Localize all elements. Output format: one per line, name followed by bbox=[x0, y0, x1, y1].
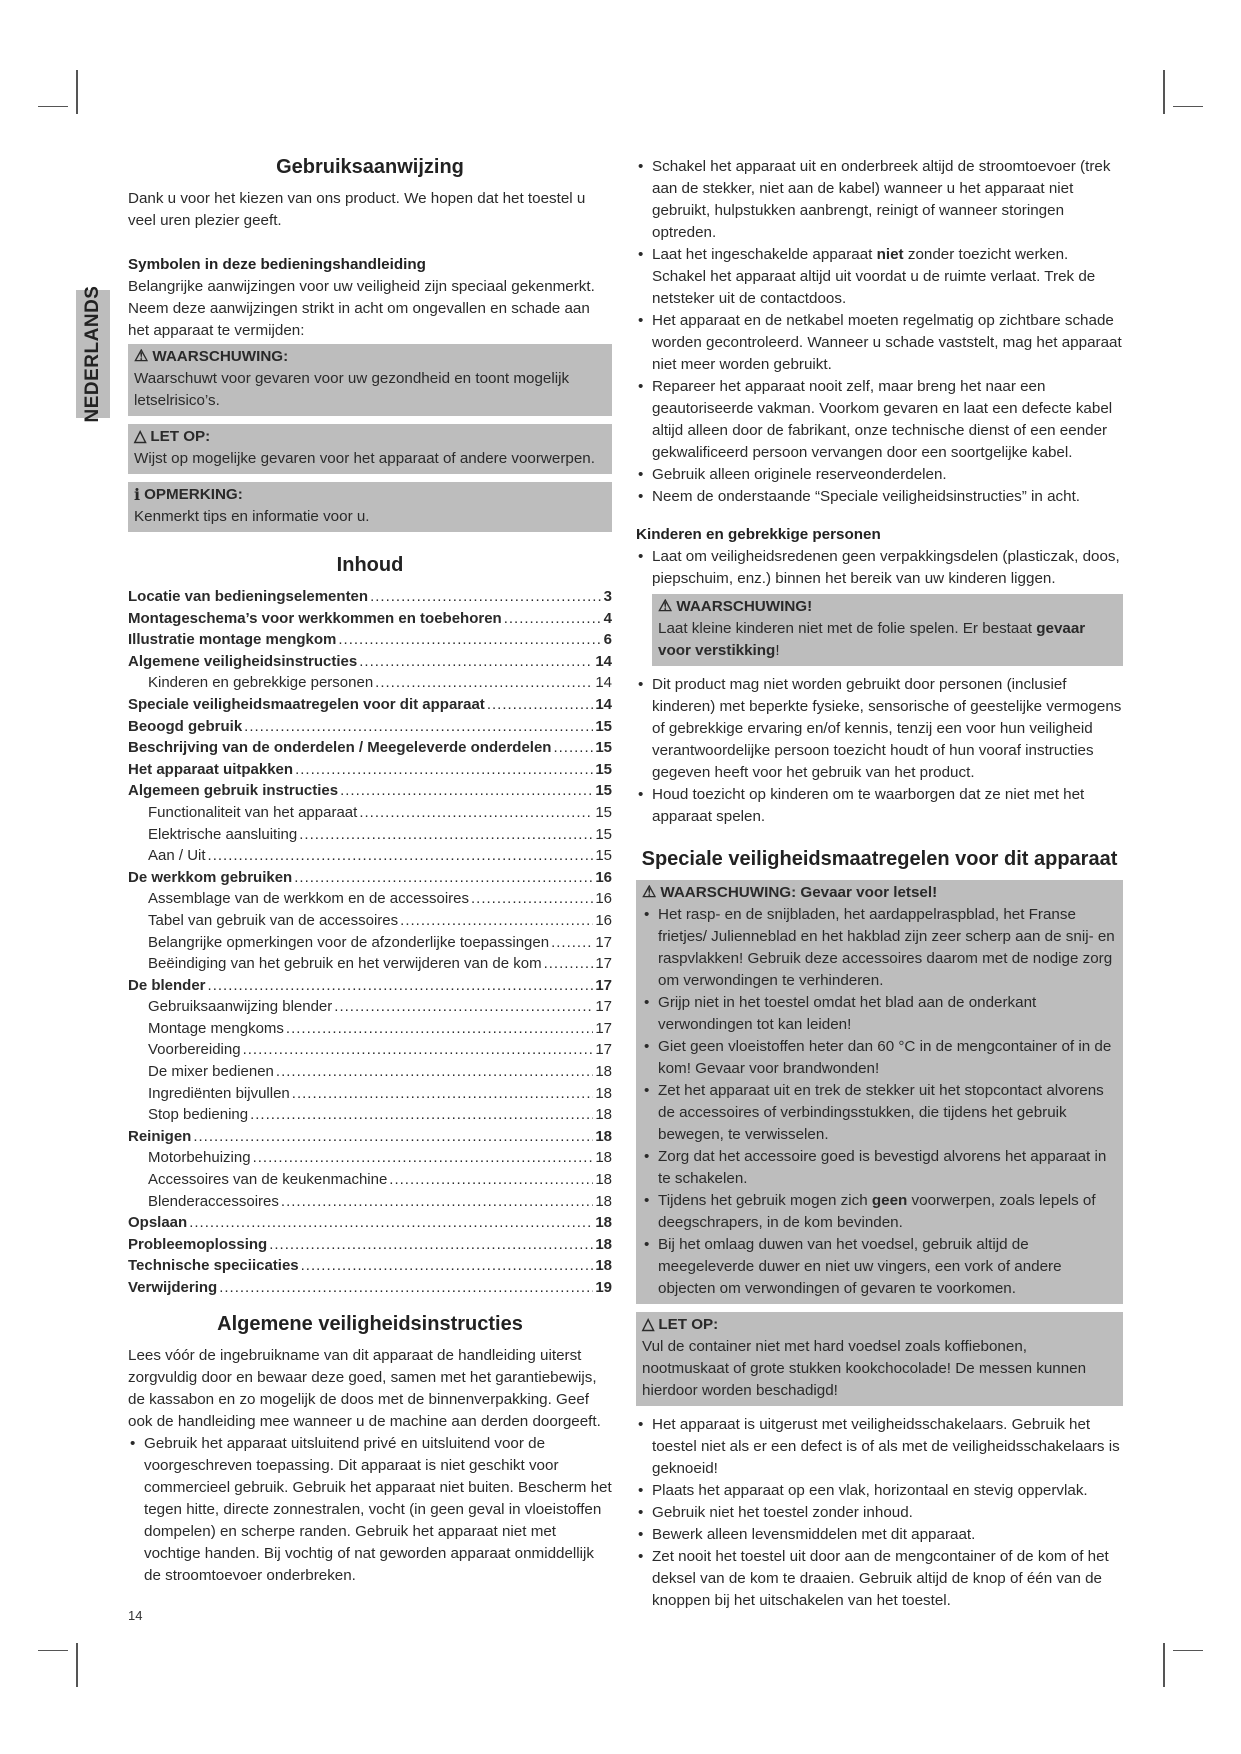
toc-entry-page: 15 bbox=[595, 739, 612, 757]
toc-entry bbox=[128, 867, 612, 889]
toc-entry bbox=[128, 1169, 612, 1191]
toc-leader-dots bbox=[301, 1255, 594, 1277]
toc-leader-dots bbox=[359, 802, 593, 824]
toc-entry bbox=[128, 759, 612, 781]
toc-entry-page: 18 bbox=[595, 1257, 612, 1275]
special-safety-title: Speciale veiligheidsmaatregelen voor dit apparaat bbox=[641, 848, 1118, 870]
note-text: Kenmerkt tips en informatie voor u. bbox=[134, 508, 370, 525]
list-item: • Bewerk alleen levensmiddelen met dit apparaat. bbox=[636, 1524, 1123, 1546]
toc-entry-page: 16 bbox=[595, 911, 612, 929]
crop-mark bbox=[38, 106, 68, 107]
toc-entry-page: 15 bbox=[595, 825, 612, 843]
warning-triangle-icon: ⚠ bbox=[642, 884, 657, 901]
toc-entry-page: 4 bbox=[603, 609, 612, 627]
toc-leader-dots bbox=[338, 629, 601, 651]
toc-entry-title: Voorbereiding bbox=[148, 1041, 241, 1059]
caution-box bbox=[128, 424, 612, 474]
caution-triangle-icon: △ bbox=[134, 428, 147, 445]
toc-leader-dots bbox=[294, 867, 593, 889]
toc-entry bbox=[128, 608, 612, 630]
toc-entry bbox=[128, 975, 612, 997]
list-item: • Het apparaat is uitgerust met veiligheidsschakelaars. Gebruik het toestel niet als er een defect is of als met de veiligheidsschakelaars is geknoeid! bbox=[636, 1414, 1123, 1480]
list-item: • Dit product mag niet worden gebruikt door personen (inclusief kinderen) met beperkte fysieke, sensorische of geestelijke vermogens of gebrekkige ervaring en/of kennis, tenzij een voor hun veiligheid verantwoordelijke persoon toezicht houdt of hun vooraf instructies gegeven heeft voor het gebruik van het product. bbox=[636, 674, 1123, 784]
toc-entry-page: 19 bbox=[595, 1279, 612, 1296]
toc-leader-dots bbox=[370, 586, 602, 608]
toc-leader-dots bbox=[340, 780, 593, 802]
toc-entry-page: 17 bbox=[595, 998, 612, 1016]
toc-entry bbox=[128, 996, 612, 1018]
toc-leader-dots bbox=[281, 1191, 593, 1213]
toc-entry-title: Verwijdering bbox=[128, 1279, 218, 1296]
toc-entry-title: De werkkom gebruiken bbox=[128, 868, 293, 886]
toc-entry-title: Opslaan bbox=[128, 1214, 188, 1232]
toc-entry bbox=[128, 802, 612, 824]
list-item: • Neem de onderstaande “Speciale veiligheidsinstructies” in acht. bbox=[636, 486, 1123, 508]
toc-entry-title: Reinigen bbox=[128, 1127, 192, 1145]
special-warning-box bbox=[636, 880, 1123, 1304]
toc-leader-dots bbox=[544, 953, 594, 975]
toc-entry bbox=[128, 932, 612, 954]
general-safety-list-continued bbox=[636, 156, 1123, 508]
toc-entry bbox=[128, 694, 612, 716]
list-item: • Grijp niet in het toestel omdat het blad aan de onderkant verwondingen tot kan leiden! bbox=[642, 992, 1117, 1036]
toc-leader-dots bbox=[553, 737, 593, 759]
toc-leader-dots bbox=[208, 975, 594, 997]
toc-entry-page: 17 bbox=[595, 955, 612, 973]
toc-entry-title: Het apparaat uitpakken bbox=[128, 760, 294, 778]
toc-entry-page: 17 bbox=[595, 933, 612, 951]
toc-entry bbox=[128, 1234, 612, 1256]
toc-entry-page: 18 bbox=[595, 1214, 612, 1232]
toc-entry bbox=[128, 672, 612, 694]
warning-title: WAARSCHUWING: bbox=[152, 348, 289, 365]
toc-entry bbox=[128, 1083, 612, 1105]
toc-leader-dots bbox=[359, 651, 593, 673]
toc-entry-page: 15 bbox=[595, 717, 612, 735]
caution-text: Wijst op mogelijke gevaren voor het apparaat of andere voorwerpen. bbox=[134, 450, 595, 467]
toc-leader-dots bbox=[400, 910, 593, 932]
toc-entry-page: 3 bbox=[603, 588, 612, 605]
toc-entry-title: Beoogd gebruik bbox=[128, 717, 243, 735]
toc-leader-dots bbox=[269, 1234, 593, 1256]
children-list-continued bbox=[636, 674, 1123, 828]
toc-title: Inhoud bbox=[336, 554, 404, 576]
warning-triangle-icon: ⚠ bbox=[134, 348, 149, 365]
special-warning-list bbox=[642, 904, 1117, 1300]
toc-entry-title: Algemeen gebruik instructies bbox=[128, 782, 339, 800]
toc-entry bbox=[128, 651, 612, 673]
toc-entry-title: Probleemoplossing bbox=[128, 1235, 268, 1253]
toc-entry bbox=[128, 1126, 612, 1148]
list-item: • Giet geen vloeistoffen heter dan 60 °C in de mengcontainer of in de kom! Gevaar voor brandwonden! bbox=[642, 1036, 1117, 1080]
toc-entry bbox=[128, 1191, 612, 1213]
manual-title: Gebruiksaanwijzing bbox=[276, 156, 464, 178]
toc-leader-dots bbox=[244, 716, 593, 738]
toc-entry bbox=[128, 1147, 612, 1169]
toc-entry-page: 18 bbox=[595, 1084, 612, 1102]
right-column bbox=[636, 156, 1123, 1612]
children-warning-text: Laat kleine kinderen niet met de folie spelen. Er bestaat gevaar voor verstikking! bbox=[658, 620, 1086, 659]
special-caution-text: Vul de container niet met hard voedsel zoals koffiebonen, nootmuskaat of grote stukken kookchocolade! De messen kunnen hierdoor worden beschadigd! bbox=[642, 1338, 1087, 1399]
toc-entry-title: Kinderen en gebrekkige personen bbox=[148, 674, 374, 692]
crop-mark bbox=[38, 1650, 68, 1651]
toc-leader-dots bbox=[389, 1169, 593, 1191]
list-item: • Gebruik niet het toestel zonder inhoud. bbox=[636, 1502, 1123, 1524]
general-safety-title: Algemene veiligheidsinstructies bbox=[217, 1312, 523, 1335]
toc-entry-page: 17 bbox=[595, 1041, 612, 1059]
special-caution-box bbox=[636, 1312, 1123, 1406]
toc-leader-dots bbox=[334, 996, 593, 1018]
symbols-heading: Symbolen in deze bedieningshandleiding bbox=[128, 256, 426, 273]
toc-entry-title: Speciale veiligheidsmaatregelen voor dit apparaat bbox=[128, 695, 485, 713]
toc-entry bbox=[128, 824, 612, 846]
toc-entry-title: De blender bbox=[128, 976, 206, 994]
toc-entry-title: Beëindiging van het gebruik en het verwijderen van de kom bbox=[148, 955, 542, 973]
list-item: • Zorg dat het accessoire goed is bevestigd alvorens het apparaat in te schakelen. bbox=[642, 1146, 1117, 1190]
toc-entry bbox=[128, 1104, 612, 1126]
note-title: OPMERKING: bbox=[144, 486, 243, 503]
children-heading: Kinderen en gebrekkige personen bbox=[636, 526, 881, 543]
list-item: • Schakel het apparaat uit en onderbreek altijd de stroomtoevoer (trek aan de stekker, niet aan de kabel) wanneer u het apparaat niet gebruikt, hulpstukken aanbrengt, reinigt of wanneer storingen optreden. bbox=[636, 156, 1123, 244]
toc-entry-title: Stop bediening bbox=[148, 1106, 249, 1124]
toc-entry-title: Motorbehuizing bbox=[148, 1149, 251, 1167]
toc-entry-title: Accessoires van de keukenmachine bbox=[148, 1171, 388, 1189]
toc-entry bbox=[128, 716, 612, 738]
toc-entry bbox=[128, 910, 612, 932]
list-item: • Zet het apparaat uit en trek de stekker uit het stopcontact alvorens de accessoires of verbindingsstukken, die tijdens het gebruik bewegen, te verwisselen. bbox=[642, 1080, 1117, 1146]
toc-leader-dots bbox=[551, 932, 593, 954]
special-list bbox=[636, 1414, 1123, 1612]
toc-leader-dots bbox=[253, 1147, 594, 1169]
toc-entry-page: 14 bbox=[595, 695, 612, 713]
children-list bbox=[636, 546, 1123, 590]
list-item: • Laat om veiligheidsredenen geen verpakkingsdelen (plasticzak, doos, piepschuim, enz.) binnen het bereik van uw kinderen liggen. bbox=[636, 546, 1123, 590]
general-safety-text: Lees vóór de ingebruikname van dit apparaat de handleiding uiterst zorgvuldig door en bewaar deze goed, samen met het garantiebewijs, de kassabon en zo mogelijk de doos met de binnenverpakking. Geef ook de handleiding mee wanneer u de machine aan derden doorgeeft. bbox=[128, 1346, 601, 1430]
toc-entry-page: 18 bbox=[595, 1235, 612, 1253]
crop-mark bbox=[1173, 1650, 1203, 1651]
toc-entry-page: 18 bbox=[595, 1063, 612, 1081]
toc-entry bbox=[128, 1255, 612, 1277]
toc-leader-dots bbox=[504, 608, 602, 630]
toc-leader-dots bbox=[189, 1212, 593, 1234]
table-of-contents bbox=[128, 586, 612, 1299]
toc-entry-page: 18 bbox=[595, 1192, 612, 1210]
toc-entry-title: Functionaliteit van het apparaat bbox=[148, 803, 358, 821]
list-item: • Tijdens het gebruik mogen zich geen voorwerpen, zoals lepels of deegschrapers, in de kom bevinden. bbox=[642, 1190, 1117, 1234]
toc-entry-page: 15 bbox=[595, 847, 612, 865]
list-item: • Zet nooit het toestel uit door aan de mengcontainer of de kom of het deksel van de kom te draaien. Gebruik altijd de knop of één van de knoppen bij het uitschakelen van het toestel. bbox=[636, 1546, 1123, 1612]
toc-entry bbox=[128, 953, 612, 975]
list-item: • Gebruik het apparaat uitsluitend privé en uitsluitend voor de voorgeschreven toepassing. Dit apparaat is niet geschikt voor commercieel gebruik. Gebruik het apparaat niet buiten. Bescherm het tegen hitte, directe zonnestralen, vocht (in geen geval in vloeistoffen dompelen) en scherpe randen. Gebruik het apparaat niet met vochtige handen. Bij vochtig of nat geworden apparaat onmiddellijk de stroomtoevoer onderbreken. bbox=[128, 1433, 612, 1587]
special-warning-title: WAARSCHUWING: Gevaar voor letsel! bbox=[660, 884, 938, 901]
toc-entry-title: Illustratie montage mengkom bbox=[128, 631, 337, 649]
crop-mark bbox=[1163, 70, 1165, 114]
crop-mark bbox=[76, 70, 78, 114]
language-side-tab bbox=[76, 285, 110, 423]
toc-entry bbox=[128, 1039, 612, 1061]
symbols-text: Belangrijke aanwijzingen voor uw veiligheid zijn speciaal gekenmerkt. Neem deze aanwijzingen strikt in acht om ongevallen en schade aan het apparaat te vermijden: bbox=[128, 278, 595, 339]
toc-entry-page: 14 bbox=[595, 652, 612, 670]
note-box bbox=[128, 482, 612, 532]
toc-entry-title: Aan / Uit bbox=[148, 847, 206, 865]
toc-entry-title: Technische speciicaties bbox=[128, 1257, 299, 1275]
list-item: • Repareer het apparaat nooit zelf, maar breng het naar een geautoriseerde vakman. Voorkom gevaren en laat een defecte kabel altijd alleen door de fabrikant, onze technische dienst of een eender gekwalificeerd persoon vervangen door een soortgelijke kabel. bbox=[636, 376, 1123, 464]
toc-entry-title: Tabel van gebruik van de accessoires bbox=[148, 911, 399, 929]
toc-entry-page: 17 bbox=[595, 1019, 612, 1037]
children-warning-title: WAARSCHUWING! bbox=[676, 598, 813, 615]
warning-box bbox=[128, 344, 612, 416]
toc-leader-dots bbox=[292, 1083, 594, 1105]
language-label: NEDERLANDS bbox=[82, 285, 103, 423]
toc-entry bbox=[128, 1018, 612, 1040]
toc-entry-page: 17 bbox=[595, 976, 612, 994]
toc-entry-page: 15 bbox=[595, 760, 612, 778]
toc-entry-title: De mixer bedienen bbox=[148, 1063, 274, 1081]
toc-leader-dots bbox=[375, 672, 593, 694]
toc-leader-dots bbox=[243, 1039, 594, 1061]
toc-entry-page: 16 bbox=[595, 868, 612, 886]
toc-leader-dots bbox=[286, 1018, 593, 1040]
list-item: • Plaats het apparaat op een vlak, horizontaal en stevig oppervlak. bbox=[636, 1480, 1123, 1502]
special-caution-title: LET OP: bbox=[658, 1316, 719, 1333]
left-column bbox=[128, 154, 612, 1587]
toc-entry bbox=[128, 1277, 612, 1299]
toc-leader-dots bbox=[208, 845, 594, 867]
toc-entry-page: 18 bbox=[595, 1127, 612, 1145]
toc-leader-dots bbox=[276, 1061, 593, 1083]
toc-entry-page: 16 bbox=[595, 890, 612, 908]
toc-entry bbox=[128, 1212, 612, 1234]
info-icon: i bbox=[134, 485, 141, 504]
toc-leader-dots bbox=[219, 1277, 593, 1299]
toc-entry-title: Locatie van bedieningselementen bbox=[128, 588, 369, 605]
toc-leader-dots bbox=[471, 888, 593, 910]
toc-leader-dots bbox=[250, 1104, 593, 1126]
crop-mark bbox=[76, 1643, 78, 1687]
crop-mark bbox=[1173, 106, 1203, 107]
toc-leader-dots bbox=[487, 694, 594, 716]
toc-entry bbox=[128, 629, 612, 651]
toc-entry-title: Ingrediënten bijvullen bbox=[148, 1084, 290, 1102]
toc-entry-title: Blenderaccessoires bbox=[148, 1192, 279, 1210]
toc-entry-page: 18 bbox=[595, 1149, 612, 1167]
list-item: • Het apparaat en de netkabel moeten regelmatig op zichtbare schade worden gecontroleerd. Wanneer u schade vaststelt, mag het apparaat niet meer worden gebruikt. bbox=[636, 310, 1123, 376]
list-item: • Bij het omlaag duwen van het voedsel, gebruik altijd de meegeleverde duwer en niet uw vingers, een vork of andere objecten om verwondingen of gevaren te voorkomen. bbox=[642, 1234, 1117, 1300]
toc-entry-page: 15 bbox=[595, 782, 612, 800]
toc-entry-page: 6 bbox=[603, 631, 612, 649]
toc-entry bbox=[128, 586, 612, 608]
toc-entry-title: Elektrische aansluiting bbox=[148, 825, 298, 843]
toc-entry-title: Montage mengkoms bbox=[148, 1019, 284, 1037]
children-warning-box bbox=[652, 594, 1123, 666]
crop-mark bbox=[1163, 1643, 1165, 1687]
toc-entry-title: Algemene veiligheidsinstructies bbox=[128, 652, 358, 670]
toc-entry-page: 18 bbox=[595, 1106, 612, 1124]
page-number: 14 bbox=[128, 1608, 143, 1623]
toc-leader-dots bbox=[299, 824, 593, 846]
toc-leader-dots bbox=[295, 759, 593, 781]
warning-text: Waarschuwt voor gevaren voor uw gezondheid en toont mogelijk letselrisico’s. bbox=[134, 370, 570, 409]
list-item: • Gebruik alleen originele reserveonderdelen. bbox=[636, 464, 1123, 486]
toc-entry bbox=[128, 888, 612, 910]
toc-entry-title: Gebruiksaanwijzing blender bbox=[148, 998, 333, 1016]
caution-triangle-icon: △ bbox=[642, 1316, 655, 1333]
list-item: • Het rasp- en de snijbladen, het aardappelraspblad, het Franse frietjes/ Julienneblad en het hakblad zijn zeer scherp aan de snij- en raspvlakken! Gebruik deze accessoires daarom met de nodige zorg om verwondingen te verhinderen. bbox=[642, 904, 1117, 992]
toc-entry bbox=[128, 1061, 612, 1083]
toc-entry bbox=[128, 845, 612, 867]
toc-entry-page: 14 bbox=[595, 674, 612, 692]
toc-entry bbox=[128, 780, 612, 802]
toc-entry-page: 15 bbox=[595, 803, 612, 821]
toc-leader-dots bbox=[193, 1126, 593, 1148]
list-item: • Houd toezicht op kinderen om te waarborgen dat ze niet met het apparaat spelen. bbox=[636, 784, 1123, 828]
toc-entry bbox=[128, 737, 612, 759]
toc-entry-title: Belangrijke opmerkingen voor de afzonderlijke toepassingen bbox=[148, 933, 550, 951]
list-item: • Laat het ingeschakelde apparaat niet zonder toezicht werken. Schakel het apparaat altijd uit voordat u de ruimte verlaat. Trek de netsteker uit de contactdoos. bbox=[636, 244, 1123, 310]
toc-entry-page: 18 bbox=[595, 1171, 612, 1189]
toc-entry-title: Assemblage van de werkkom en de accessoires bbox=[148, 890, 469, 908]
toc-entry-title: Beschrijving van de onderdelen / Meegeleverde onderdelen bbox=[128, 739, 552, 757]
general-safety-list bbox=[128, 1433, 612, 1587]
intro-text: Dank u voor het kiezen van ons product. We hopen dat het toestel u veel uren plezier geeft. bbox=[128, 190, 586, 229]
warning-triangle-icon: ⚠ bbox=[658, 598, 673, 615]
caution-title: LET OP: bbox=[150, 428, 211, 445]
toc-entry-title: Montageschema’s voor werkkommen en toebehoren bbox=[128, 609, 502, 627]
